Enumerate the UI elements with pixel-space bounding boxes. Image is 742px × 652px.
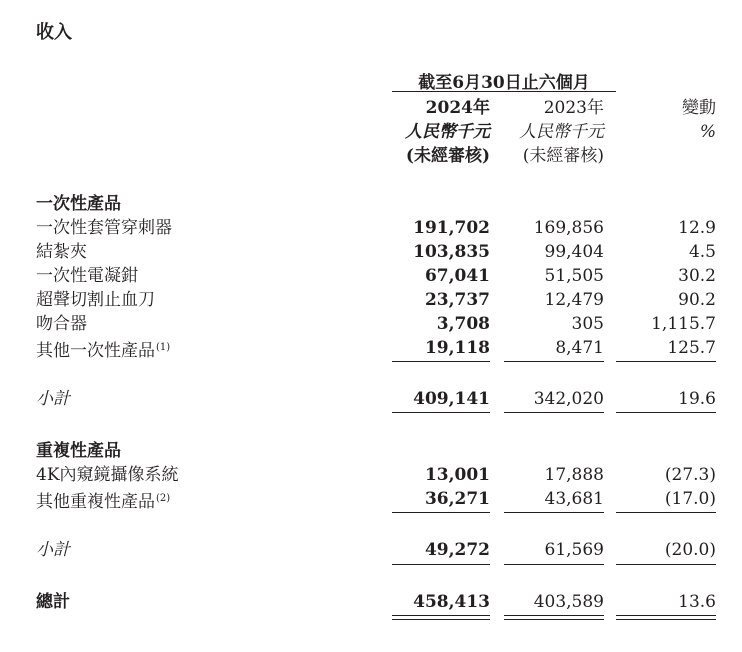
row-label [36, 487, 170, 514]
rule-2024 [392, 412, 490, 413]
rule-change [616, 361, 716, 362]
col-2023-currency: 人民幣千元 [519, 122, 604, 142]
total-label: 總計 [36, 592, 70, 612]
table-row [0, 264, 742, 288]
rule-2024 [392, 564, 490, 565]
row-label: 結紮夾 [36, 242, 87, 262]
row-label [36, 336, 170, 363]
value-2024: 409,141 [413, 389, 490, 409]
rule-change [616, 412, 716, 413]
row-label-text: 其他一次性產品 [36, 341, 155, 361]
subtotal-label: 小計 [36, 540, 70, 560]
value-change: 1,115.7 [651, 314, 716, 334]
table-row [0, 312, 742, 336]
rule-2023 [504, 564, 604, 565]
section-heading-label: 一次性產品 [36, 194, 121, 214]
col-2024-currency: 人民幣千元 [405, 122, 490, 142]
subtotal-label: 小計 [36, 389, 70, 409]
value-change: 12.9 [678, 218, 716, 238]
value-2023: 305 [571, 314, 604, 334]
value-2024: 191,702 [413, 218, 490, 238]
rule-2023 [504, 361, 604, 362]
value-2024: 3,708 [436, 314, 490, 334]
table-row [0, 240, 742, 264]
value-change: 19.6 [678, 389, 716, 409]
value-2023: 169,856 [533, 218, 604, 238]
value-2023: 403,589 [533, 592, 604, 612]
double-rule-2024 [392, 615, 490, 620]
rule-2024 [392, 361, 490, 362]
value-change: (27.3) [664, 465, 716, 485]
subtotal-row [0, 538, 742, 562]
value-2024: 36,271 [424, 489, 490, 509]
value-2023: 99,404 [544, 242, 604, 262]
col-change-label: 變動 [682, 98, 716, 118]
period-underline [392, 91, 616, 92]
rule-2023 [504, 412, 604, 413]
table-row [0, 463, 742, 487]
value-2024: 49,272 [424, 540, 490, 560]
period-header: 截至6月30日止六個月 [418, 73, 590, 93]
row-label: 一次性套管穿刺器 [36, 218, 172, 238]
col-2023-note: (未經審核) [522, 146, 604, 166]
table-row [0, 216, 742, 240]
value-2023: 8,471 [555, 338, 604, 358]
rule-change [616, 512, 716, 513]
page-title: 收入 [36, 22, 72, 43]
value-change: (17.0) [664, 489, 716, 509]
col-change-unit: % [699, 122, 716, 142]
table-row [0, 487, 742, 511]
rule-2023 [504, 512, 604, 513]
section-heading-label: 重複性產品 [36, 441, 121, 461]
value-2024: 23,737 [424, 290, 490, 310]
col-2024-note: (未經審核) [405, 146, 490, 166]
value-2024: 19,118 [424, 338, 490, 358]
value-2024: 13,001 [424, 465, 490, 485]
value-change: 13.6 [678, 592, 716, 612]
table-row [0, 336, 742, 360]
value-2023: 43,681 [544, 489, 604, 509]
value-2024: 67,041 [424, 266, 490, 286]
section-heading-disposable [0, 192, 742, 216]
row-label: 吻合器 [36, 314, 87, 334]
footnote-marker: (2) [156, 493, 171, 504]
value-2024: 103,835 [413, 242, 490, 262]
row-label: 超聲切割止血刀 [36, 290, 155, 310]
col-2023-year: 2023年 [543, 98, 604, 118]
rule-change [616, 564, 716, 565]
col-2024-year: 2024年 [425, 98, 490, 118]
value-2023: 12,479 [544, 290, 604, 310]
double-rule-change [616, 615, 716, 620]
subtotal-row [0, 387, 742, 411]
row-label: 4K內窺鏡攝像系統 [36, 465, 179, 485]
row-label: 一次性電凝鉗 [36, 266, 138, 286]
value-2023: 61,569 [544, 540, 604, 560]
value-2023: 342,020 [533, 389, 604, 409]
value-2024: 458,413 [413, 592, 490, 612]
total-row [0, 590, 742, 614]
footnote-marker: (1) [156, 342, 171, 353]
table-row [0, 288, 742, 312]
value-change: 30.2 [678, 266, 716, 286]
value-change: (20.0) [664, 540, 716, 560]
value-change: 4.5 [688, 242, 716, 262]
value-2023: 51,505 [544, 266, 604, 286]
value-change: 125.7 [667, 338, 716, 358]
row-label-text: 其他重複性產品 [36, 492, 155, 512]
rule-2024 [392, 512, 490, 513]
value-change: 90.2 [678, 290, 716, 310]
double-rule-2023 [504, 615, 604, 620]
section-heading-reusable [0, 439, 742, 463]
value-2023: 17,888 [544, 465, 604, 485]
